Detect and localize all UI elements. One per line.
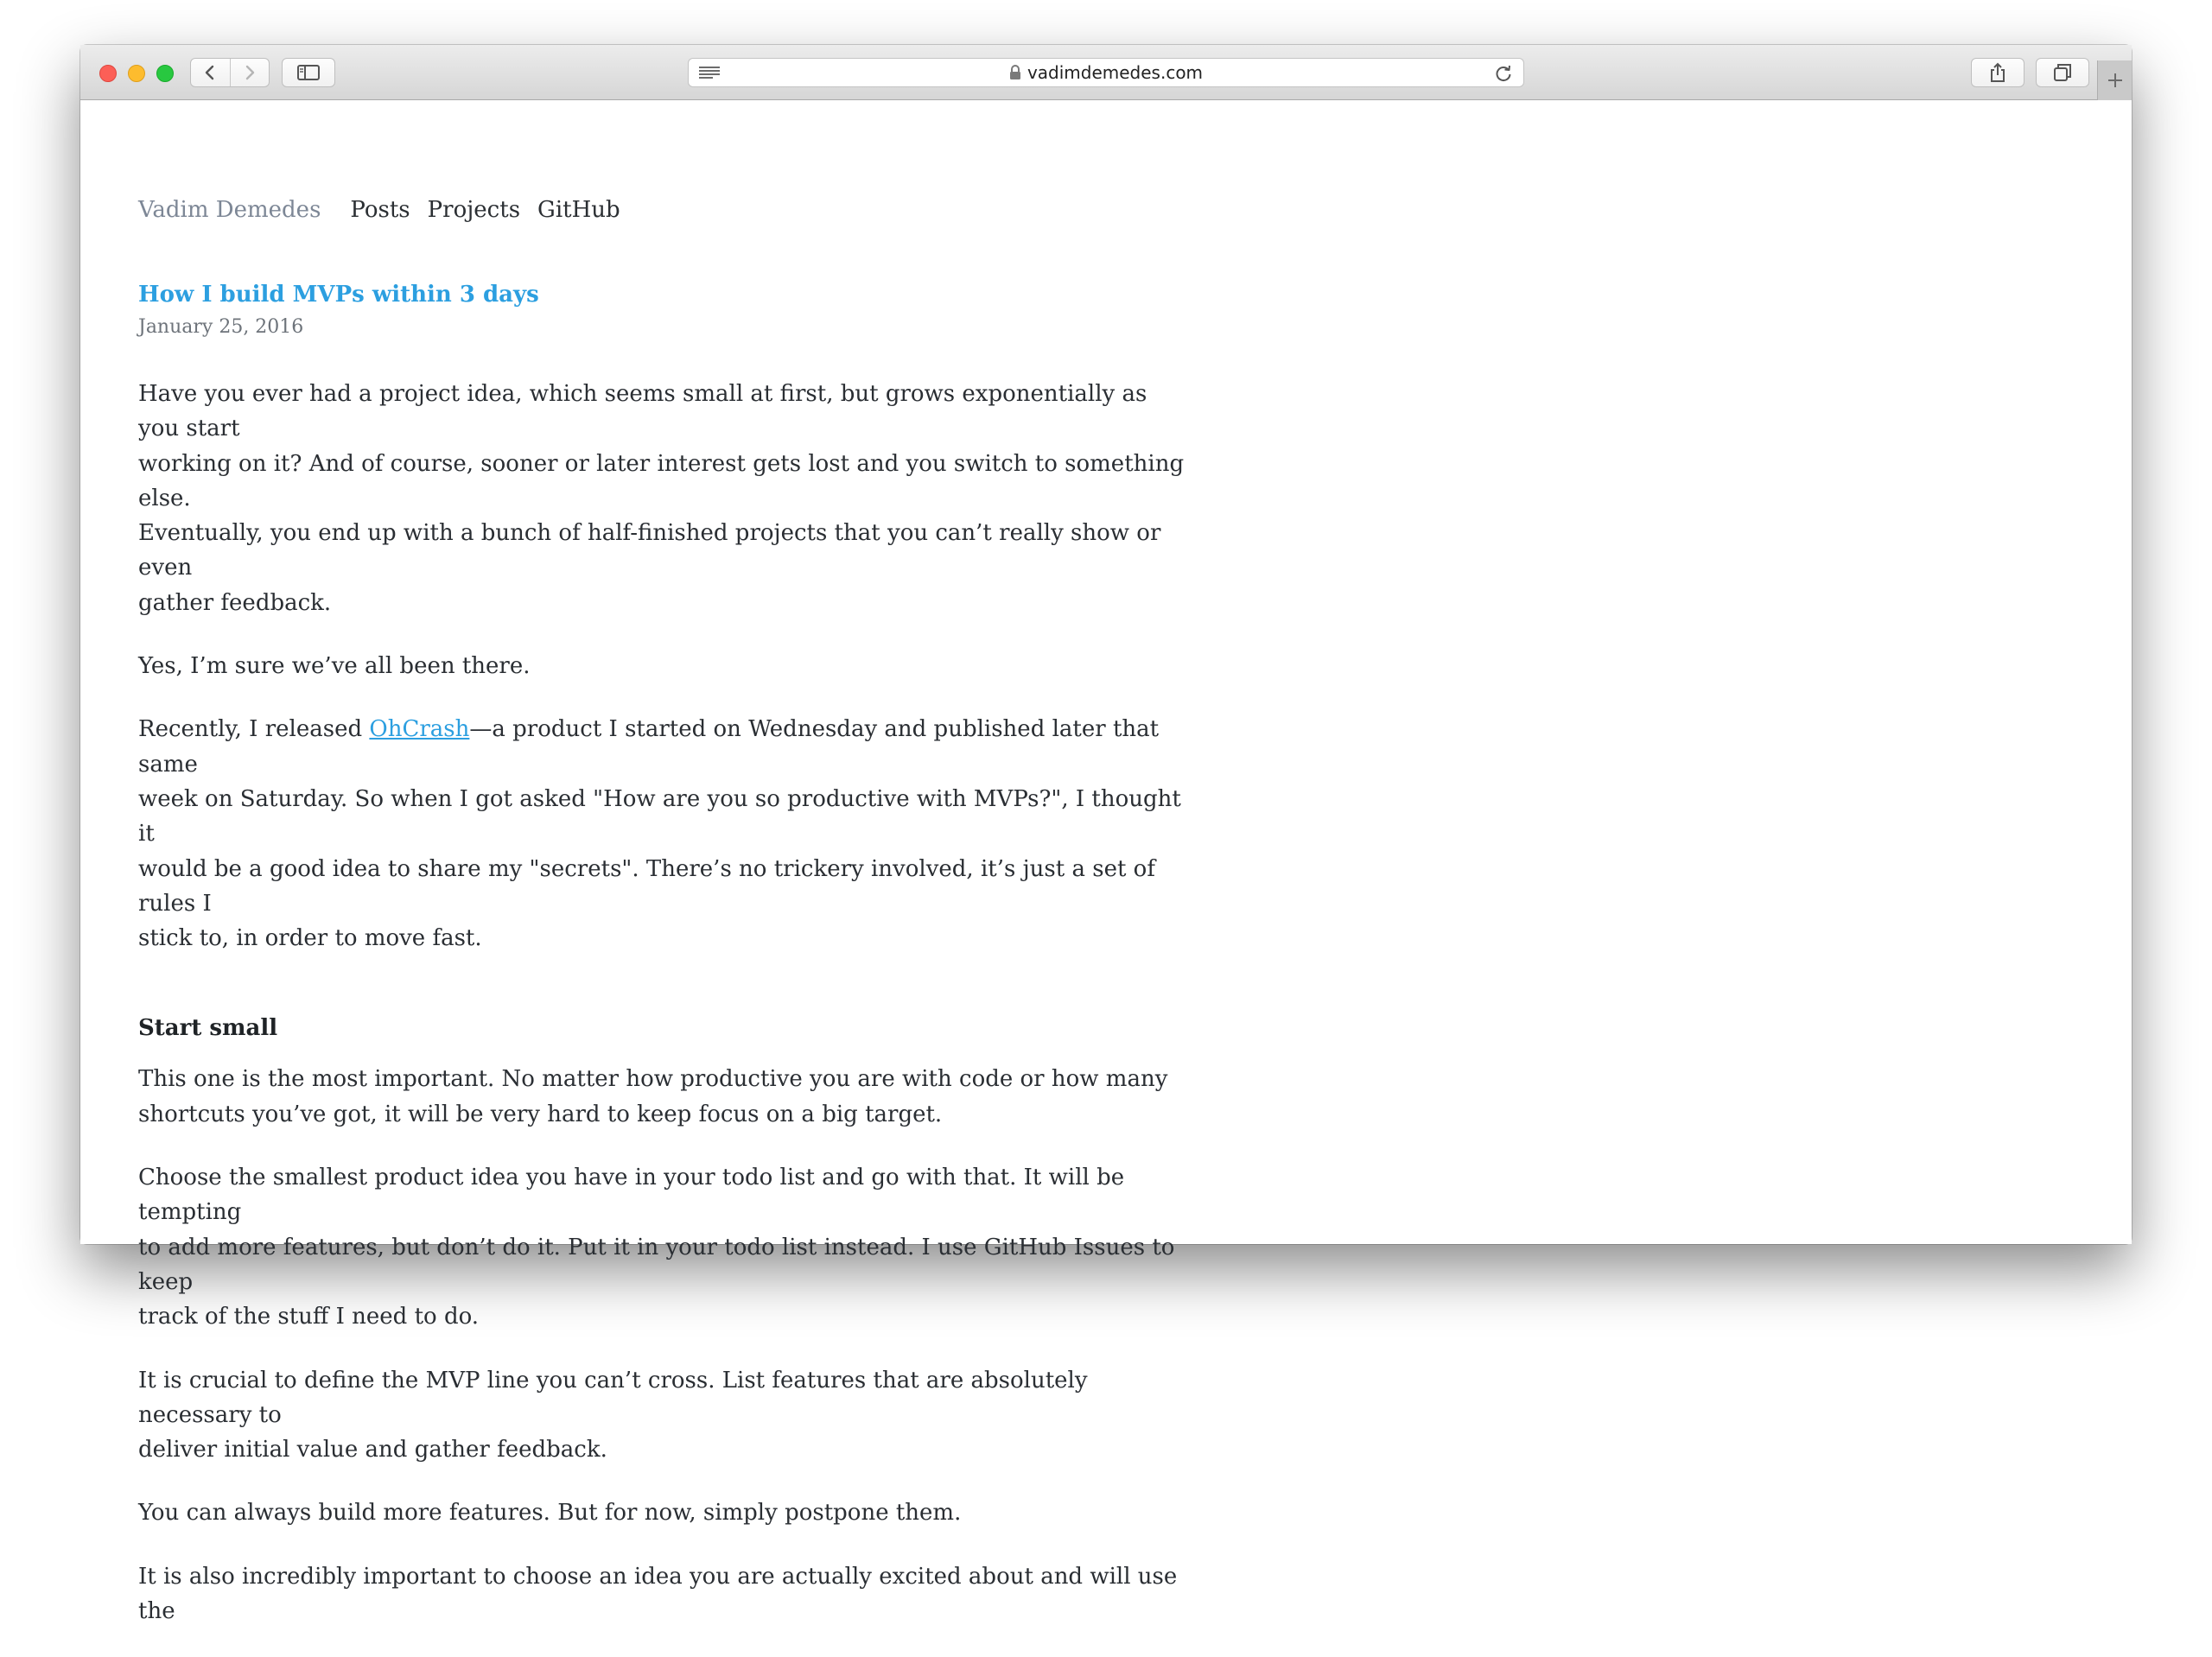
share-icon: [1989, 62, 2006, 83]
url-display: [689, 59, 1523, 86]
browser-toolbar: [80, 45, 2132, 100]
site-nav: [138, 197, 638, 223]
post-title[interactable]: How I build MVPs within 3 days: [138, 282, 539, 308]
chevron-right-icon: [244, 64, 256, 81]
ohcrash-link[interactable]: OhCrash: [369, 716, 470, 743]
paragraph-excited: It is also incredibly important to choose an idea you are actually excited about and will use the: [138, 1563, 1178, 1625]
new-tab-button[interactable]: [2097, 60, 2132, 100]
tabs-overview-icon: [2053, 63, 2072, 82]
history-nav: [190, 58, 270, 87]
paragraph-released-rest: —a product I started on Wednesday and published later that same week on Saturday. So when I got asked "How are you so productive with MVPs?", I thought it would be a good idea to share my "secrets". There’s no trickery involved, it’s just a set of rules I stick to, in order to move fast.: [138, 716, 1181, 952]
sidebar-icon: [297, 65, 320, 80]
reload-icon[interactable]: [1494, 64, 1513, 83]
paragraph-intro: Have you ever had a project idea, which seems small at first, but grows exponentially as you start working on it? And of course, sooner or later interest gets lost and you switch to something else. Eventually, you end up with a bunch of half-finished projects that you can’t really show or even gather feedback.: [138, 381, 1185, 616]
section-heading-start-small: Start small: [138, 1015, 278, 1042]
paragraph-mvp-line: It is crucial to define the MVP line you can’t cross. List features that are absolutely necessary to deliver initial value and gather feedback.: [138, 1367, 1088, 1463]
paragraph-smallest-idea: Choose the smallest product idea you have in your todo list and go with that. It will be tempting to add more features, but don’t do it. Put it in your todo list instead. I use GitHub Issues to keep track of the stuff I need to do.: [138, 1165, 1175, 1330]
site-brand-link[interactable]: Vadim Demedes: [138, 197, 321, 223]
web-page: [80, 100, 2132, 1625]
sidebar-button[interactable]: [282, 58, 335, 87]
lock-icon: [1009, 65, 1021, 80]
minimize-window-button[interactable]: [128, 65, 145, 82]
post-date: January 25, 2016: [138, 316, 304, 338]
share-button[interactable]: [1971, 58, 2024, 87]
close-window-button[interactable]: [99, 65, 117, 82]
nav-link-github[interactable]: GitHub: [537, 197, 620, 223]
paragraph-released-lead: Recently, I released: [138, 716, 370, 743]
paragraph-postpone: You can always build more features. But for now, simply postpone them.: [138, 1500, 962, 1527]
browser-window: [80, 45, 2132, 1625]
address-bar[interactable]: [688, 58, 1524, 87]
chevron-left-icon: [204, 64, 216, 81]
forward-button[interactable]: [230, 59, 270, 86]
back-button[interactable]: [191, 59, 230, 86]
plus-icon: [2107, 72, 2124, 89]
zoom-window-button[interactable]: [156, 65, 174, 82]
paragraph-released: [138, 712, 1192, 955]
show-tabs-button[interactable]: [2036, 58, 2089, 87]
nav-link-projects[interactable]: Projects: [427, 197, 521, 223]
post-body: [138, 377, 1192, 1657]
paragraph-most-important: This one is the most important. No matter how productive you are with code or how many shortcuts you’ve got, it will be very hard to keep focus on a big target.: [138, 1066, 1168, 1127]
url-text: vadimdemedes.com: [1027, 62, 1204, 83]
paragraph-been-there: Yes, I’m sure we’ve all been there.: [138, 653, 531, 680]
nav-link-posts[interactable]: Posts: [350, 197, 410, 223]
